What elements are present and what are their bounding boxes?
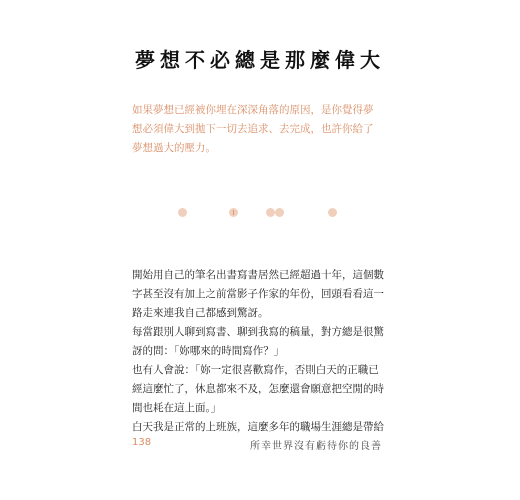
body-line: 間也耗在這上面。」 xyxy=(132,402,222,414)
page-number: 138 xyxy=(132,437,152,448)
running-title: 所幸世界沒有虧待你的良善 xyxy=(250,441,382,452)
intro-line: 夢想過大的壓力。 xyxy=(132,142,216,154)
body-line: 每當跟別人聊到寫書、聊到我寫的稿量，對方總是很驚 xyxy=(132,326,384,338)
dot-ornament xyxy=(328,208,337,217)
intro-paragraph xyxy=(132,101,384,158)
dot-ornament xyxy=(266,208,275,217)
body-line: 經這麼忙了，休息都來不及，怎麼還會願意把空閒的時 xyxy=(132,383,384,395)
body-line: 開始用自己的筆名出書寫書居然已經超過十年，這個數 xyxy=(132,269,384,281)
body-line: 路走來連我自己都感到驚訝。 xyxy=(132,307,269,319)
intro-line: 如果夢想已經被你埋在深深角落的原因，是你覺得夢 xyxy=(132,104,374,116)
dot-ornament xyxy=(229,208,238,217)
body-line: 訝的問：「妳哪來的時間寫作？」 xyxy=(132,345,285,357)
body-text xyxy=(132,266,382,437)
body-line: 字甚至沒有加上之前當影子作家的年份，回頭看看這一 xyxy=(132,288,384,300)
intro-line: 想必須偉大到拋下一切去追求、去完成，也許你給了 xyxy=(132,123,374,135)
decorative-dots xyxy=(0,208,520,220)
body-line: 白天我是正常的上班族，這麼多年的職場生涯總是帶給 xyxy=(132,421,384,433)
dot-ornament xyxy=(275,208,284,217)
page-title: 夢想不必總是那麼偉大 xyxy=(135,48,385,72)
body-line: 也有人會說：「妳一定很喜歡寫作，否則白天的正職已 xyxy=(132,364,379,376)
dot-ornament xyxy=(178,208,187,217)
